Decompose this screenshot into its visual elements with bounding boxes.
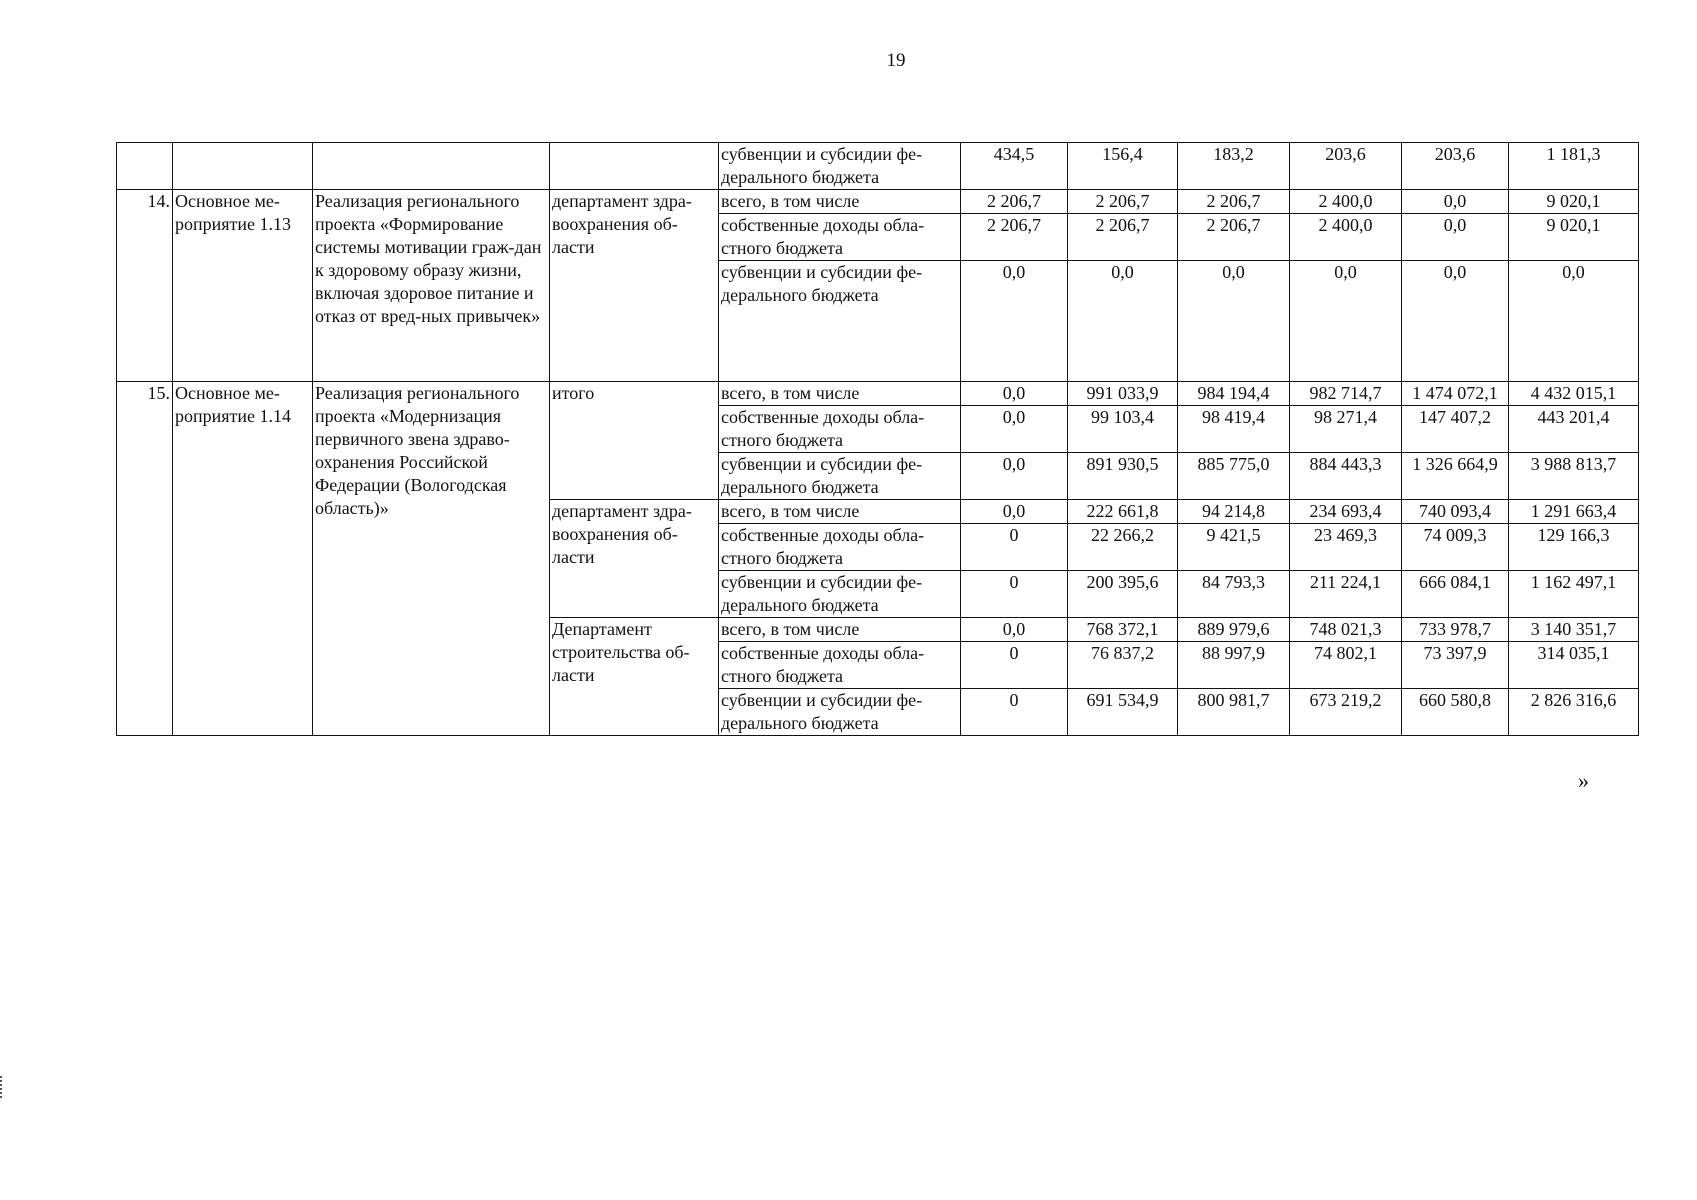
value-cell: 0,0 [1402, 214, 1509, 261]
value-cell: 0,0 [961, 406, 1068, 453]
value-cell: 94 214,8 [1178, 500, 1290, 524]
value-cell: 2 206,7 [1178, 190, 1290, 214]
value-cell: 0,0 [961, 382, 1068, 406]
value-cell: 3 140 351,7 [1509, 618, 1639, 642]
funding-source-cell: субвенции и субсидии фе-деральногo бюджета [719, 143, 961, 190]
value-cell: 3 988 813,7 [1509, 453, 1639, 500]
value-cell: 434,5 [961, 143, 1068, 190]
value-cell: 98 419,4 [1178, 406, 1290, 453]
value-cell: 991 033,9 [1068, 382, 1178, 406]
value-cell: 443 201,4 [1509, 406, 1639, 453]
value-cell: 691 534,9 [1068, 689, 1178, 736]
value-cell: 0 [961, 571, 1068, 618]
value-cell: 9 020,1 [1509, 214, 1639, 261]
value-cell: 660 580,8 [1402, 689, 1509, 736]
page-number: 19 [886, 50, 906, 71]
value-cell: 673 219,2 [1290, 689, 1402, 736]
value-cell: 314 035,1 [1509, 642, 1639, 689]
funding-source-cell: всего, в том числе [719, 500, 961, 524]
value-cell: 984 194,4 [1178, 382, 1290, 406]
value-cell: 0,0 [961, 261, 1068, 382]
value-cell: 2 826 316,6 [1509, 689, 1639, 736]
value-cell: 1 474 072,1 [1402, 382, 1509, 406]
value-cell: 222 661,8 [1068, 500, 1178, 524]
funding-source-cell: собственные доходы обла-стного бюджета [719, 642, 961, 689]
funding-source-cell: субвенции и субсидии фе-дерального бюджета [719, 689, 961, 736]
value-cell: 2 400,0 [1290, 190, 1402, 214]
value-cell: 200 395,6 [1068, 571, 1178, 618]
value-cell: 147 407,2 [1402, 406, 1509, 453]
value-cell: 74 802,1 [1290, 642, 1402, 689]
value-cell: 1 291 663,4 [1509, 500, 1639, 524]
table-row [117, 190, 1639, 214]
value-cell: 1 326 664,9 [1402, 453, 1509, 500]
value-cell: 0,0 [1402, 190, 1509, 214]
value-cell: 203,6 [1402, 143, 1509, 190]
value-cell: 0 [961, 689, 1068, 736]
value-cell: 0 [961, 642, 1068, 689]
funding-source-cell: всего, в том числе [719, 190, 961, 214]
value-cell: 23 469,3 [1290, 524, 1402, 571]
value-cell: 129 166,3 [1509, 524, 1639, 571]
value-cell: 2 206,7 [1068, 214, 1178, 261]
value-cell: 203,6 [1290, 143, 1402, 190]
project-name-cell: Реализация регионального проекта «Модернизация первичного звена здраво-охранения Российской Федерации (Вологодская область)» [313, 382, 550, 736]
funding-source-cell: субвенции и субсидии фе-дерального бюджета [719, 261, 961, 382]
value-cell: 1 181,3 [1509, 143, 1639, 190]
value-cell: 666 084,1 [1402, 571, 1509, 618]
value-cell: 885 775,0 [1178, 453, 1290, 500]
value-cell: 9 020,1 [1509, 190, 1639, 214]
value-cell: 0,0 [1509, 261, 1639, 382]
value-cell: 0,0 [1402, 261, 1509, 382]
funding-source-cell: субвенции и субсидии фе-дерального бюджета [719, 453, 961, 500]
closing-quote: » [1578, 768, 1589, 793]
value-cell: 2 206,7 [1068, 190, 1178, 214]
value-cell: 740 093,4 [1402, 500, 1509, 524]
value-cell: 88 997,9 [1178, 642, 1290, 689]
event-cell: Основное ме-роприятие 1.14 [173, 382, 313, 736]
funding-source-cell: собственные доходы обла-стного бюджета [719, 406, 961, 453]
value-cell: 0 [961, 524, 1068, 571]
value-cell: 99 103,4 [1068, 406, 1178, 453]
value-cell: 74 009,3 [1402, 524, 1509, 571]
value-cell: 156,4 [1068, 143, 1178, 190]
table-row [117, 382, 1639, 406]
value-cell: 0,0 [961, 618, 1068, 642]
executor-cell: департамент здра-воохранения об-ласти [550, 190, 719, 382]
executor-cell: Департамент строительства об-ласти [550, 618, 719, 736]
value-cell: 73 397,9 [1402, 642, 1509, 689]
funding-source-cell: собственные доходы обла-стного бюджета [719, 524, 961, 571]
executor-cell [550, 143, 719, 190]
value-cell: 2 206,7 [961, 190, 1068, 214]
value-cell: 2 400,0 [1290, 214, 1402, 261]
event-cell [173, 143, 313, 190]
value-cell: 884 443,3 [1290, 453, 1402, 500]
value-cell: 0,0 [961, 500, 1068, 524]
funding-source-cell: всего, в том числе [719, 618, 961, 642]
value-cell: 234 693,4 [1290, 500, 1402, 524]
value-cell: 0,0 [1068, 261, 1178, 382]
value-cell: 889 979,6 [1178, 618, 1290, 642]
project-name-cell [313, 143, 550, 190]
value-cell: 0,0 [1290, 261, 1402, 382]
value-cell: 76 837,2 [1068, 642, 1178, 689]
value-cell: 2 206,7 [961, 214, 1068, 261]
value-cell: 183,2 [1178, 143, 1290, 190]
value-cell: 98 271,4 [1290, 406, 1402, 453]
project-name-cell: Реализация регионального проекта «Формирование системы мотивации граж-дан к здоровому образу жизни, включая здоровое питание и отказ от вред-ных привычек» [313, 190, 550, 382]
executor-cell: итого [550, 382, 719, 500]
table-row [117, 143, 1639, 190]
value-cell: 891 930,5 [1068, 453, 1178, 500]
value-cell: 0,0 [1178, 261, 1290, 382]
funding-source-cell: всего, в том числе [719, 382, 961, 406]
budget-table [116, 142, 1639, 736]
value-cell: 84 793,3 [1178, 571, 1290, 618]
value-cell: 211 224,1 [1290, 571, 1402, 618]
row-number-cell: 14. [117, 190, 173, 382]
value-cell: 1 162 497,1 [1509, 571, 1639, 618]
scan-margin-mark [0, 1076, 5, 1098]
value-cell: 768 372,1 [1068, 618, 1178, 642]
row-number-cell [117, 143, 173, 190]
value-cell: 4 432 015,1 [1509, 382, 1639, 406]
executor-cell: департамент здра-воохранения об-ласти [550, 500, 719, 618]
value-cell: 800 981,7 [1178, 689, 1290, 736]
value-cell: 22 266,2 [1068, 524, 1178, 571]
value-cell: 748 021,3 [1290, 618, 1402, 642]
funding-source-cell: собственные доходы обла-стного бюджета [719, 214, 961, 261]
value-cell: 982 714,7 [1290, 382, 1402, 406]
value-cell: 733 978,7 [1402, 618, 1509, 642]
value-cell: 2 206,7 [1178, 214, 1290, 261]
event-cell: Основное ме-роприятие 1.13 [173, 190, 313, 382]
value-cell: 9 421,5 [1178, 524, 1290, 571]
value-cell: 0,0 [961, 453, 1068, 500]
row-number-cell: 15. [117, 382, 173, 736]
funding-source-cell: субвенции и субсидии фе-дерального бюджета [719, 571, 961, 618]
